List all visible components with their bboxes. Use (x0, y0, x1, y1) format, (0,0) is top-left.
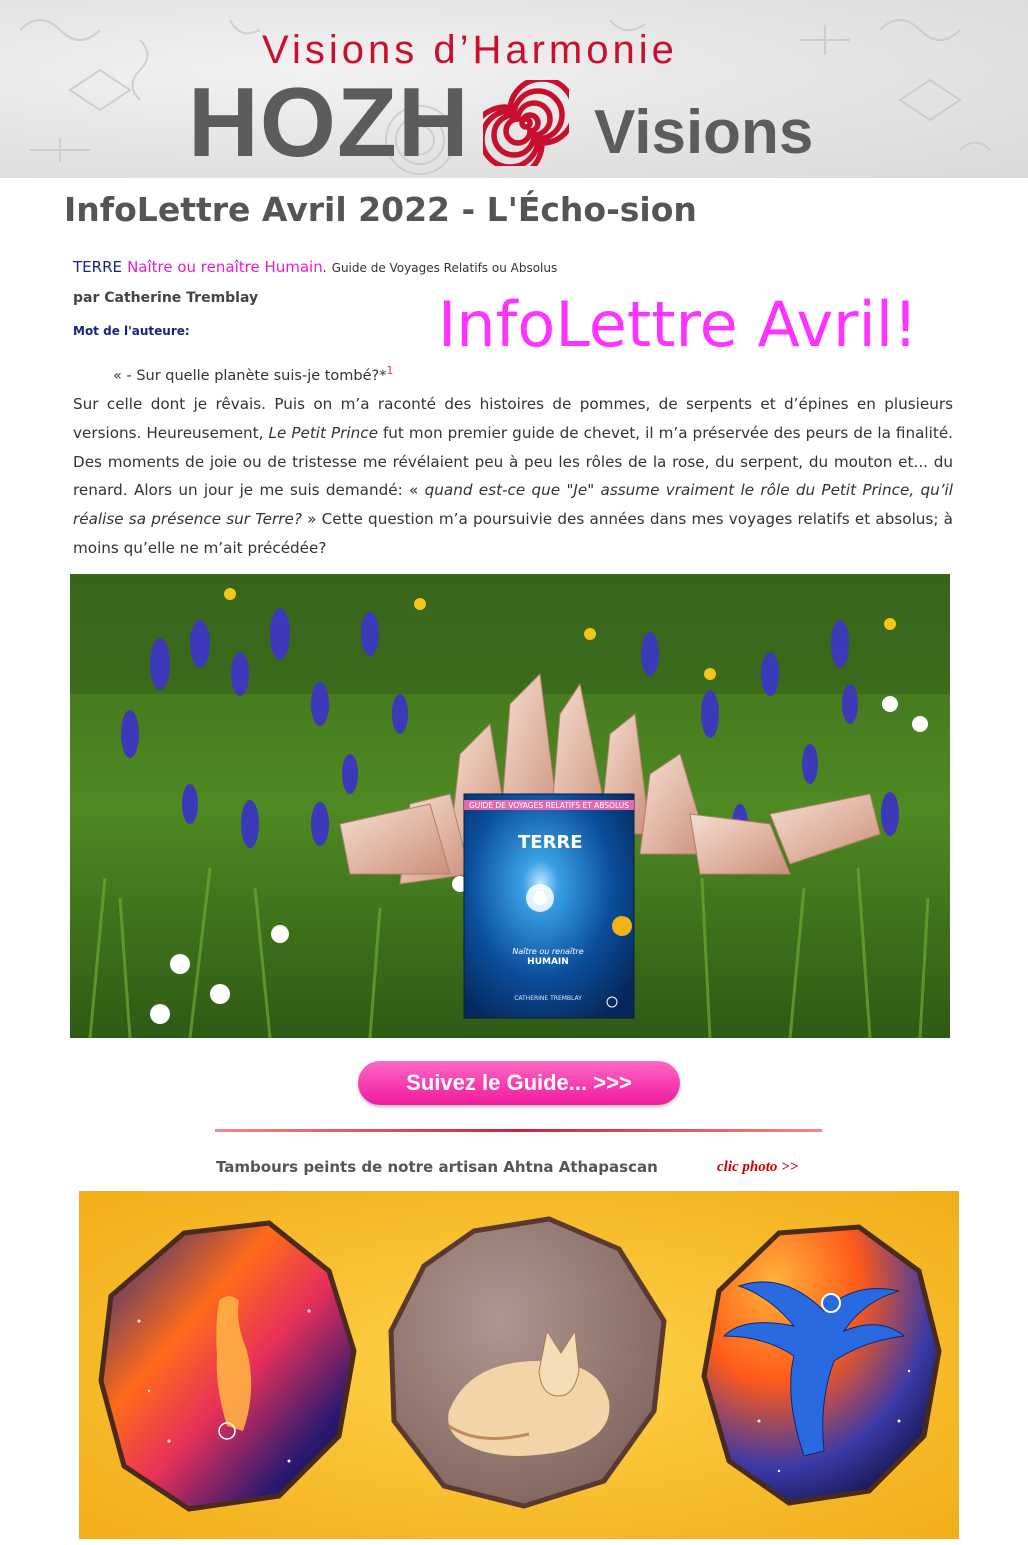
book-garden-photo[interactable] (70, 574, 950, 1038)
newsletter-title: InfoLettre Avril 2022 - L'Écho-sion (64, 190, 697, 229)
body-italic-title: Le Petit Prince (268, 423, 378, 442)
body-italic-question: quand est-ce que "Je" assume vraiment le rôle du Petit Prince, qu’il réalise sa présence sur Terre? (73, 481, 953, 529)
book-title: TERRE (73, 258, 122, 276)
newsletter-headline: InfoLettre Avril! (438, 288, 918, 361)
section-divider (215, 1129, 822, 1132)
author-note-text (73, 390, 953, 563)
body-part-3: » Cette question m’a poursuivie des années dans mes voyages relatifs et absolus; à moins qu’elle ne m’ait précédée? (73, 510, 953, 557)
drums-caption: Tambours peints de notre artisan Ahtna Athapascan (216, 1158, 658, 1176)
brand-visions-text: Visions (594, 98, 814, 167)
quote-text: « - Sur quelle planète suis-je tombé?* (113, 367, 387, 384)
cover-banner-text: GUIDE DE VOYAGES RELATIFS ET ABSOLUS (468, 801, 630, 810)
book-author: par Catherine Tremblay (73, 290, 259, 306)
book-guide-label: Guide de Voyages Relatifs ou Absolus (331, 261, 558, 275)
body-part-1: Sur celle dont je rêvais. Puis on m’a raconté des histoires de pommes, de serpents et d’épines en plusieurs versions. Heureusement, (73, 395, 953, 442)
painted-drums-photo[interactable] (79, 1191, 959, 1539)
header-banner (0, 0, 1028, 178)
book-subtitle: Naître ou renaître Humain (127, 258, 323, 276)
cover-author-text: CATHERINE TREMBLAY (514, 995, 582, 1002)
body-part-2: fut mon premier guide de chevet, il m’a préservée des peurs de la finalité. Des moments de joie ou de tristesse me révélaient peu à peu les rôles de la rose, du serpent, du mouton et... du renard. Alors un jour je me suis demandé: « (73, 423, 953, 500)
book-separator: . (322, 261, 327, 275)
site-tagline: Visions d’Harmonie (262, 28, 678, 72)
book-title-line (73, 257, 557, 276)
follow-guide-button[interactable]: Suivez le Guide... >>> (358, 1061, 680, 1105)
author-note-label: Mot de l'auteure: (73, 324, 190, 338)
brand-logo-text: HOZH (188, 67, 470, 177)
cover-title-text: TERRE (518, 832, 583, 853)
footnote-mark[interactable]: 1 (386, 364, 394, 377)
photo-link[interactable]: clic photo >> (717, 1159, 799, 1175)
opening-quote (113, 364, 394, 384)
cover-subtitle-text: Naître ou renaître (512, 947, 584, 956)
cover-subtitle2-text: HUMAIN (527, 957, 569, 967)
spiral-logo-icon (483, 80, 569, 166)
